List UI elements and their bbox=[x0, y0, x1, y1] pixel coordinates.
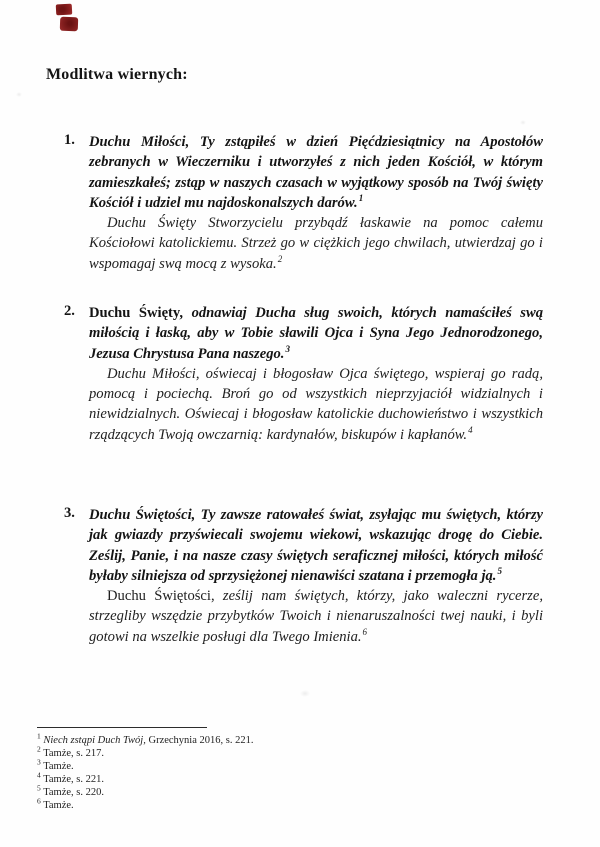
footnote-ref-1: 1 bbox=[358, 193, 364, 204]
response-paragraph-2 bbox=[89, 364, 543, 445]
scan-speckle bbox=[520, 120, 526, 125]
footnote-separator bbox=[37, 727, 207, 728]
response-body-1: Duchu Święty Stworzycielu przybądź łaskawie na pomoc całemu Kościołowi katolickiemu. Strzeż go w ciężkich jego chwilach, utwierdzaj go i wspomagaj swą mocą z wysoka. bbox=[89, 215, 543, 272]
response-body-2: Duchu Miłości, oświecaj i błogosław Ojca świętego, wspieraj go radą, pomocą i pociechą. Broń go od wszystkich nieprzyjaciół widzialnych i niewidzialnych. Oświecaj i błogosław katolickie duchowieństwo i wszystkich rządzących Twoją owczarnią: kardynałów, biskupów i kapłanów. bbox=[89, 365, 543, 443]
footnote-ref-3: 3 bbox=[285, 343, 290, 354]
footnotes-block bbox=[37, 731, 560, 812]
item-number-1: 1. bbox=[64, 132, 75, 148]
footnote-number-4: 4 bbox=[37, 770, 41, 780]
scan-speckle bbox=[16, 92, 22, 97]
page-title: Modlitwa wiernych: bbox=[46, 66, 188, 83]
footnote-item-2 bbox=[37, 744, 560, 760]
prayer-item-3 bbox=[0, 505, 600, 647]
prayer-body-2: odnawiaj Ducha sług swoich, których namaściłeś swą miłością i łaską, aby w Tobie sławili Ojca i Syna Jego Jednorodzonego, Jezusa Chrystusa Pana naszego. bbox=[89, 305, 543, 362]
prayer-item-2 bbox=[0, 303, 600, 445]
footnote-item-6 bbox=[37, 796, 560, 812]
footnote-text-6: Tamże. bbox=[43, 800, 74, 811]
footnote-item-4 bbox=[37, 770, 560, 786]
footnote-text-1: Grzechynia 2016, s. 221. bbox=[145, 735, 254, 746]
prayer-paragraph-3 bbox=[89, 505, 543, 586]
footnote-title-italic: Niech zstąpi Duch Twój, bbox=[43, 735, 146, 746]
footnote-ref-5: 5 bbox=[497, 566, 502, 577]
footnote-number-5: 5 bbox=[37, 783, 41, 793]
footnote-number-3: 3 bbox=[37, 757, 41, 767]
prayer-item-1 bbox=[0, 132, 600, 274]
footnote-item-5 bbox=[37, 783, 560, 799]
prayer-paragraph-1 bbox=[89, 132, 543, 213]
footnote-text-3: Tamże. bbox=[43, 761, 74, 772]
red-stamp-fragment-top bbox=[56, 4, 73, 16]
footnote-number-2: 2 bbox=[37, 744, 41, 754]
footnote-item-1 bbox=[37, 731, 560, 747]
item-number-3: 3. bbox=[64, 505, 75, 521]
footnote-text-2: Tamże, s. 217. bbox=[43, 748, 104, 759]
footnote-text-4: Tamże, s. 221. bbox=[43, 774, 104, 785]
response-lead-3: Duchu Świętości, bbox=[107, 588, 215, 605]
response-paragraph-1 bbox=[89, 213, 543, 274]
footnote-text-5: Tamże, s. 220. bbox=[43, 787, 104, 798]
footnote-ref-2: 2 bbox=[277, 253, 283, 264]
item-number-2: 2. bbox=[64, 303, 75, 319]
footnote-number-6: 6 bbox=[37, 796, 41, 806]
scan-speckle bbox=[300, 690, 310, 697]
prayer-paragraph-2 bbox=[89, 303, 543, 364]
footnote-number-1: 1 bbox=[37, 731, 41, 741]
red-stamp-fragment-bottom bbox=[60, 17, 78, 32]
response-body-3: ześlij nam świętych, którzy, jako waleczni rycerze, strzegliby wszędzie przybytków Twoich i nienaruszalności twej nauki, i byli gotowi na wszelkie posługi dla Twego Imienia. bbox=[89, 588, 543, 645]
item-text-1 bbox=[89, 132, 543, 274]
prayer-body-1: Duchu Miłości, Ty zstąpiłeś w dzień Pięćdziesiątnicy na Apostołów zebranych w Wieczerniku i utworzyłeś z nich jeden Kościół, w którym zamieszkałeś; zstąp w naszych czasach w wyjątkowy sposób na Twój święty Kościół i udziel mu najdoskonalszych darów. bbox=[89, 134, 543, 211]
item-text-2 bbox=[89, 303, 543, 445]
item-text-3 bbox=[89, 505, 543, 647]
footnote-item-3 bbox=[37, 757, 560, 773]
footnote-ref-4: 4 bbox=[468, 424, 473, 435]
response-paragraph-3 bbox=[89, 586, 543, 647]
prayer-body-3: Duchu Świętości, Ty zawsze ratowałeś świat, zsyłając mu świętych, którzy jak gwiazdy przyświecali swojemu wiekowi, wskazując drogę do Ciebie. Ześlij, Panie, i na nasze czasy świętych seraficznej miłości, których miłość byłaby silniejsza od sprzysiężonej nienawiści szatana i przemogła ją. bbox=[89, 507, 543, 584]
prayer-lead-2: Duchu Święty, bbox=[89, 305, 184, 321]
footnote-ref-6: 6 bbox=[362, 626, 368, 637]
